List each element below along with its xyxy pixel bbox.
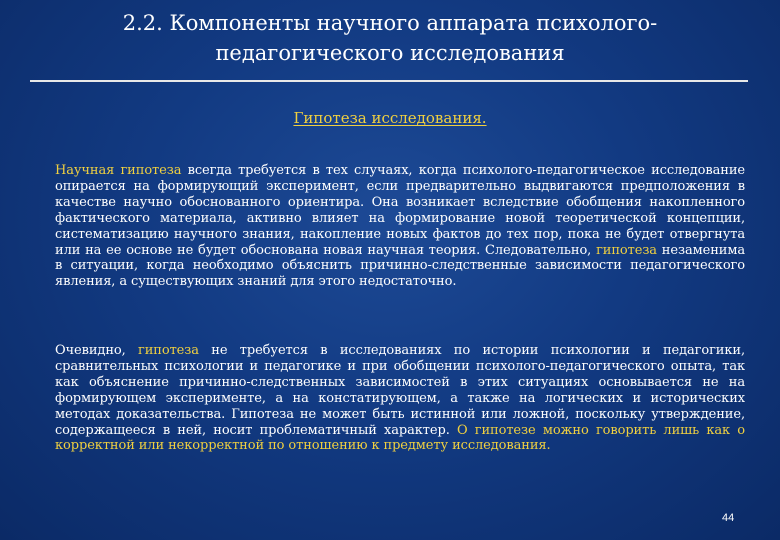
paragraph-text: Очевидно,	[55, 343, 139, 358]
highlight-term: гипотеза	[138, 343, 199, 358]
highlight-sentence: О гипотезе можно говорить лишь как о корректной или некорректной по отношению к предмету исследования.	[55, 422, 745, 454]
highlight-term: гипотеза	[596, 242, 657, 258]
highlight-term: Научная гипотеза	[55, 163, 182, 178]
paragraph-text: незаменима в ситуации, когда необходимо объяснить причинно-следственные зависимости педагогического явления, а существующих знаний для этого недостаточно.	[55, 242, 745, 290]
paragraph-hypothesis-not-required	[55, 343, 745, 454]
title-divider	[30, 80, 748, 82]
paragraph-text: не требуется в исследованиях по истории психологии и педагогики, сравнительных психологии и педагогике и при обобщении психолого-педагогического опыта, так как объяснение причинно-следственных зависимостей в этих ситуациях основывается не на формирующем эксперименте, а на констатирующем, а также на логических и исторических методах доказательства. Гипотеза не может быть истинной или ложной, поскольку утверждение, содержащееся в ней, носит проблематичный характер.	[55, 343, 745, 438]
section-subtitle	[0, 109, 780, 127]
paragraph-hypothesis-definition	[55, 163, 745, 290]
page-number: 44	[722, 512, 735, 524]
section-subtitle-text: Гипотеза исследования.	[293, 109, 487, 127]
paragraph-text: всегда требуется в тех случаях, когда психолого-педагогическое исследование опирается на формирующий эксперимент, если предварительно выдвигаются предположения в качестве научно обоснованного ориентира. Она возникает вследствие обобщения накопленного фактического материала, активно влияет на формирование новой теоретической концепции, систематизацию научного знания, накопление новых фактов до тех пор, пока не будет отвергнута или на ее основе не будет обоснована новая научная теория. Следовательно,	[55, 163, 745, 258]
slide-title: 2.2. Компоненты научного аппарата психолого-педагогического исследования	[122, 11, 658, 65]
